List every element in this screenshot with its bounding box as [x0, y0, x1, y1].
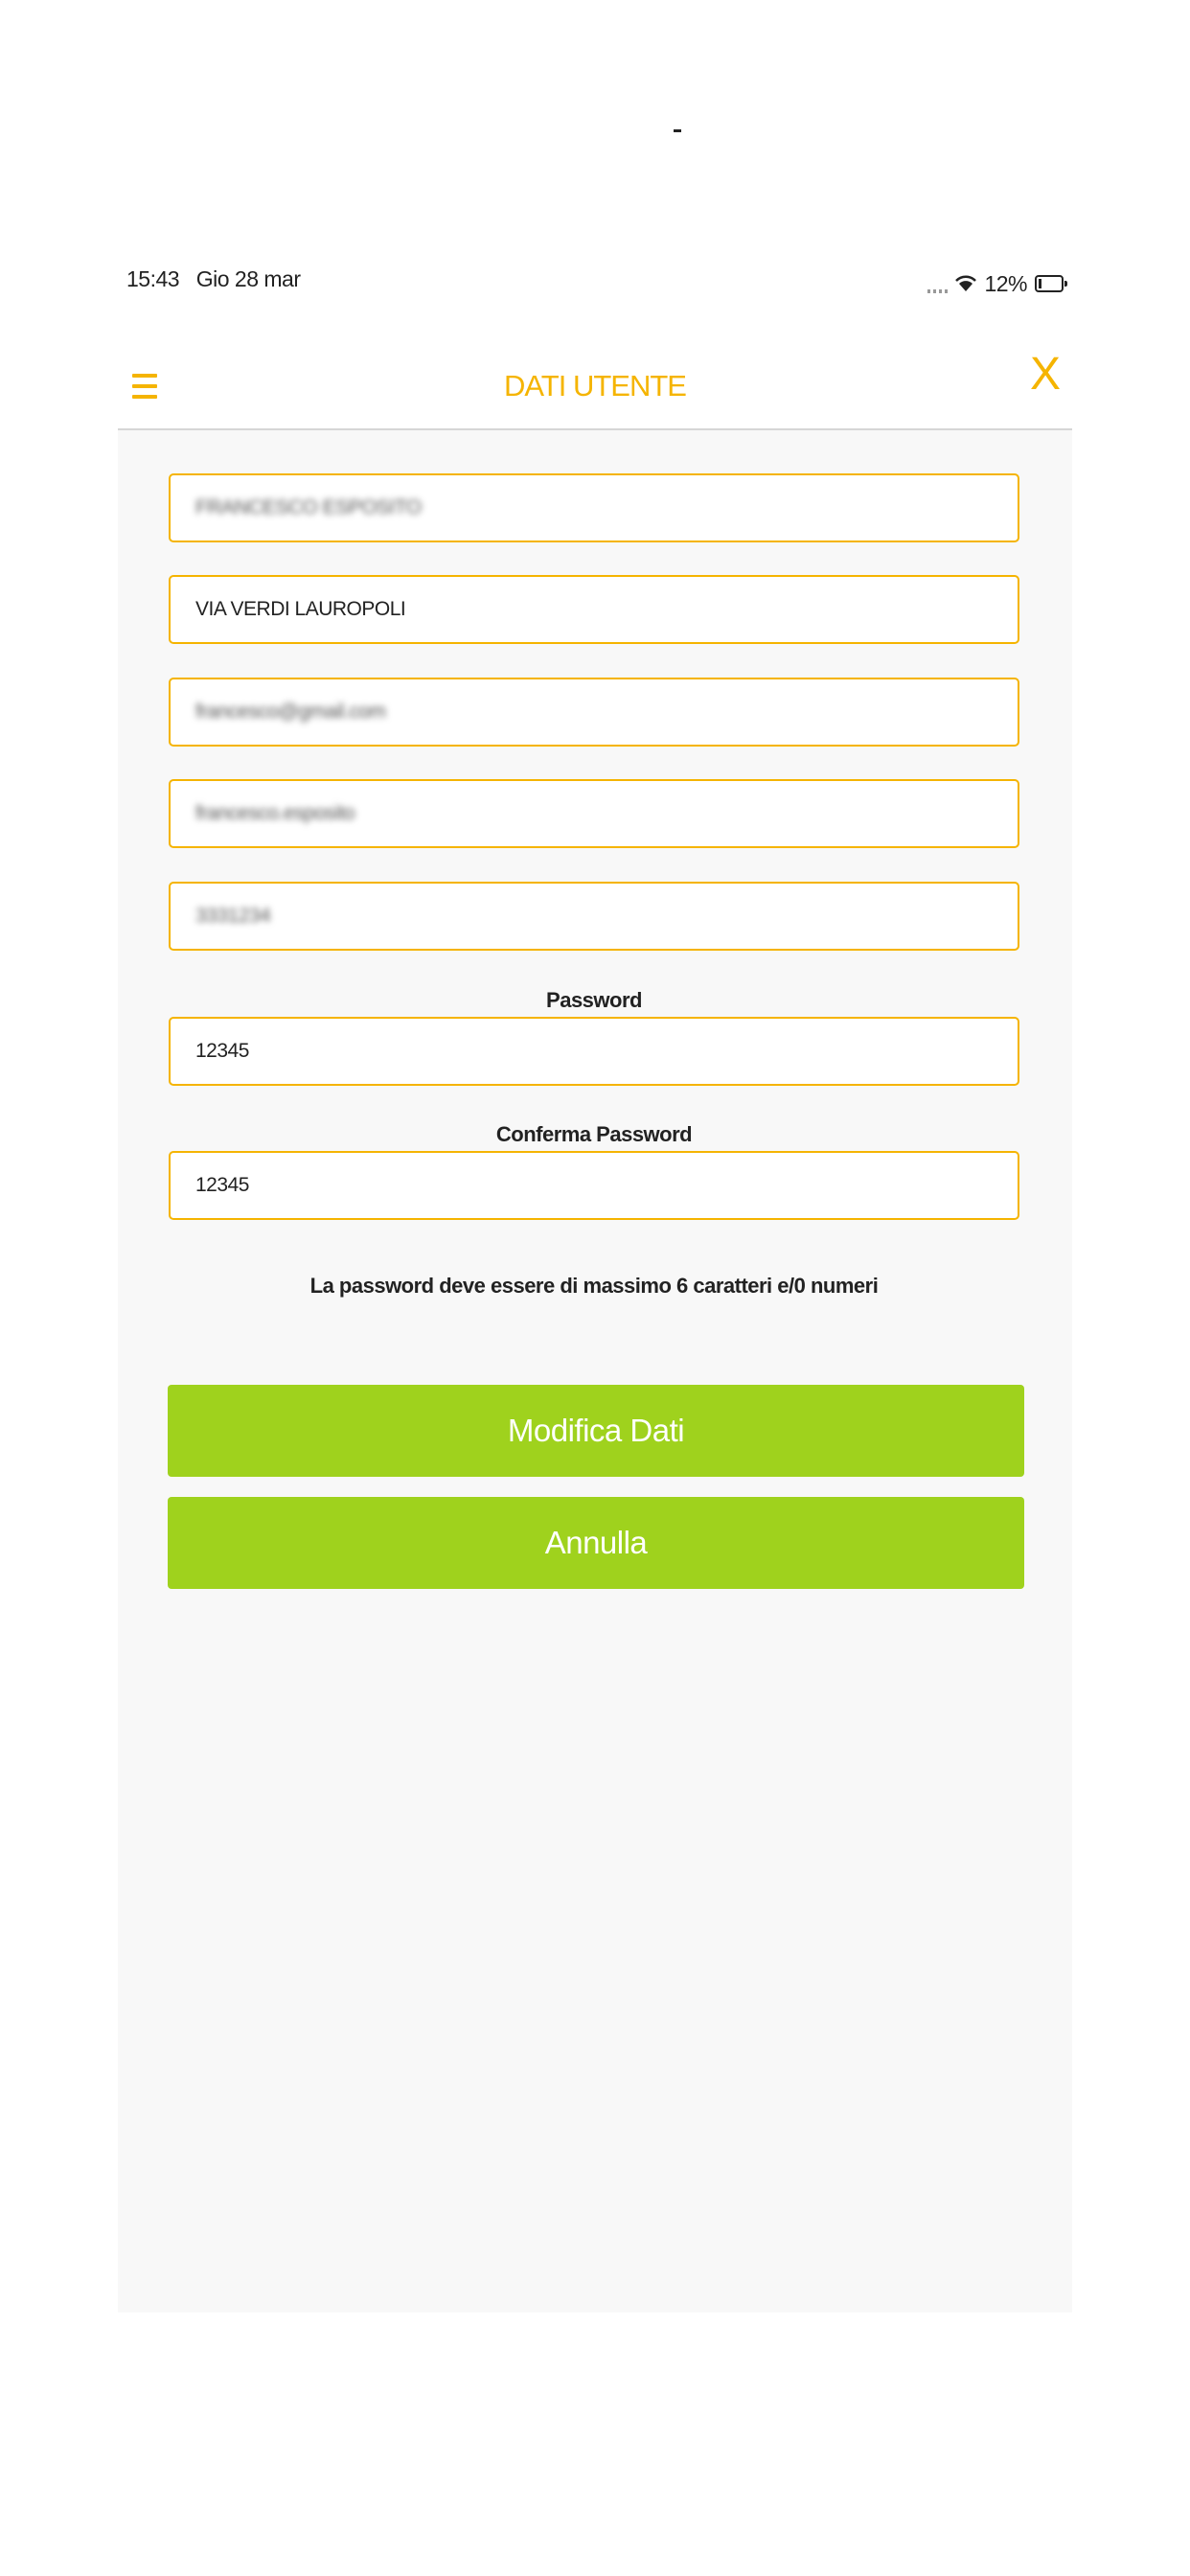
annulla-button[interactable]: Annulla [168, 1497, 1024, 1589]
phone-field[interactable] [169, 882, 1019, 951]
password-label: Password [546, 988, 642, 1012]
status-time: 15:43 Gio 28 mar [126, 266, 301, 291]
confirm-password-input[interactable] [171, 1153, 1018, 1218]
app-panel [118, 340, 1072, 2312]
password-field[interactable] [169, 1017, 1019, 1086]
phone-input[interactable] [171, 884, 1018, 949]
battery-fill [1039, 279, 1041, 288]
username-input[interactable] [171, 781, 1018, 846]
top-dash-mark [674, 129, 681, 132]
modifica-dati-button[interactable]: Modifica Dati [168, 1385, 1024, 1477]
name-field[interactable] [169, 473, 1019, 542]
battery-icon [1035, 275, 1064, 292]
address-input[interactable] [171, 577, 1018, 642]
email-field[interactable] [169, 678, 1019, 747]
status-bar [126, 266, 1067, 301]
confirm-password-label: Conferma Password [495, 1122, 693, 1146]
close-icon[interactable]: X [1030, 349, 1062, 400]
header-bar [118, 340, 1072, 430]
email-input[interactable] [171, 679, 1018, 745]
wifi-icon [955, 274, 976, 293]
signal-icon [927, 274, 948, 293]
username-field[interactable] [169, 779, 1019, 848]
name-input[interactable] [171, 475, 1018, 540]
confirm-password-field[interactable] [169, 1151, 1019, 1220]
battery-percent: 12% [984, 270, 1027, 296]
address-field[interactable] [169, 575, 1019, 644]
page-title: DATI UTENTE [504, 369, 686, 402]
status-indicators [927, 266, 1067, 301]
password-hint: La password deve essere di massimo 6 caratteri e/0 numeri [309, 1274, 879, 1298]
password-input[interactable] [171, 1019, 1018, 1084]
